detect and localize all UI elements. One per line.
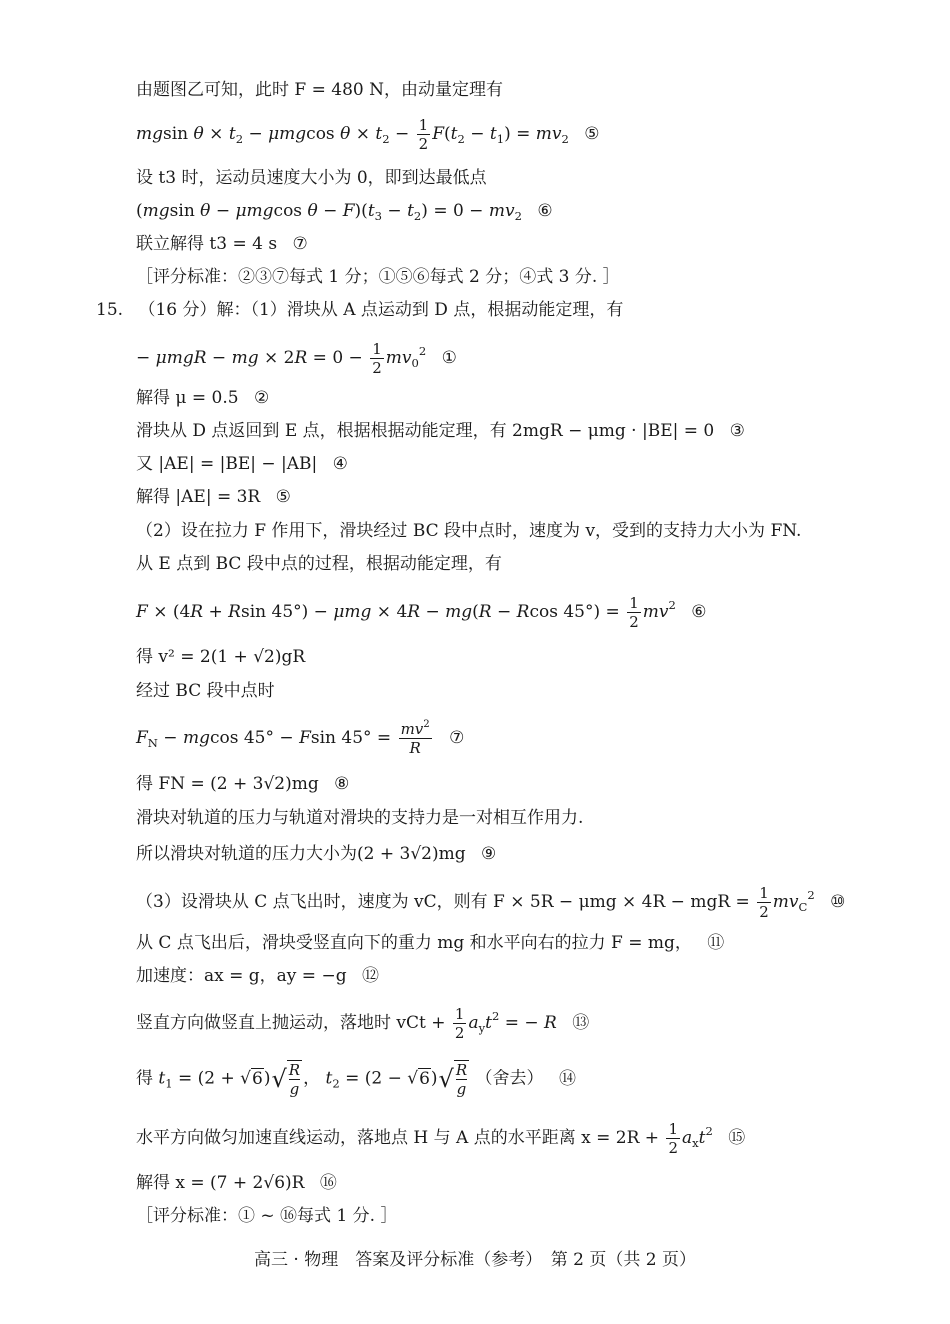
sqrt-r-over-g: √ $\frac{R}{g}$ xyxy=(271,1061,301,1098)
equation-marker: ⑭ xyxy=(558,1068,576,1089)
equation-6b: F × (4R + Rsin 45°) − μmg × 4R − mg(R − Rcos 45°) = $\frac{1}{2}$ $mv^2$ ⑥ xyxy=(136,594,707,631)
question-number: 15. xyxy=(96,300,124,320)
equation-15: 水平方向做匀加速直线运动，落地点 H 与 A 点的水平距离 x = 2R + $\frac{1}{2}$ $a_xt^2$ ⑮ xyxy=(136,1120,746,1157)
equation-marker: ⑤ xyxy=(275,487,291,507)
equation-marker: ② xyxy=(253,388,270,408)
text-line-9: 解得 μ = 0.5 ② xyxy=(136,388,270,408)
equation-5: mgsin $\theta \times t_2 - \mu mgcos$ $\theta \times t_2$ − $\frac{1}{2}$ $F(t_2 - t_1) = mv_2$ ⑤ xyxy=(136,116,600,153)
fraction-half: $\frac{1}{2}$ xyxy=(629,594,639,631)
equation-marker: ⑪ xyxy=(707,933,725,953)
equation-marker: ③ xyxy=(729,421,745,441)
equation-marker: ⑥ xyxy=(691,602,707,622)
text-line-19: 得 FN = (2 + 3√2)mg ⑧ xyxy=(136,774,350,794)
equation-13: 竖直方向做竖直上抛运动，落地时 vCt + $\frac{1}{2}$ $a_yt^2$ = − R ⑬ xyxy=(136,1005,590,1042)
equation-marker: ⑯ xyxy=(319,1173,337,1193)
text-line-13: （2）设在拉力 F 作用下，滑块经过 BC 段中点时，速度为 v，受到的支持力大小为 FN. xyxy=(136,521,802,541)
text-line-28: 解得 x = (7 + 2√6)R ⑯ xyxy=(136,1173,337,1193)
equation-marker: ④ xyxy=(332,454,348,474)
equation-marker: ⑫ xyxy=(361,966,379,986)
text-line-17: 经过 BC 段中点时 xyxy=(136,681,275,701)
text-line-20: 滑块对轨道的压力与轨道对滑块的支持力是一对相互作用力. xyxy=(136,808,584,828)
text-line-16: 得 v² = 2(1 + √2)gR xyxy=(136,647,306,667)
equation-marker: ⑥ xyxy=(537,201,553,221)
fraction-half: $\frac{1}{2}$ xyxy=(454,1005,465,1042)
fraction-half: $\frac{1}{2}$ xyxy=(372,340,382,377)
text-line-12: 解得 |AE| = 3R ⑤ xyxy=(136,487,291,507)
equation-marker: ⑬ xyxy=(572,1013,590,1033)
equation-marker: ⑤ xyxy=(584,124,600,144)
equation-marker: ⑦ xyxy=(449,728,465,748)
equation-1: − μmgR − mg × 2R = 0 − $\frac{1}{2}$ $mv_0^2$ ① xyxy=(136,340,457,377)
equation-marker: ⑦ xyxy=(292,234,308,254)
question-15-header: 15. （16 分）解：（1）滑块从 A 点运动到 D 点，根据动能定理，有 xyxy=(96,300,624,320)
text-line-3: 设 t3 时，运动员速度大小为 0，即到达最低点 xyxy=(136,168,487,188)
equation-marker: ① xyxy=(441,348,457,368)
text-line-14: 从 E 点到 BC 段中点的过程，根据动能定理，有 xyxy=(136,554,502,574)
equation-7: $F_N - mgcos$ 45° − Fsin 45° = $\frac{mv^2}{R}$ ⑦ xyxy=(136,718,465,757)
text-line-5: 联立解得 t3 = 4 s ⑦ xyxy=(136,234,308,254)
text-line-23: 从 C 点飞出后，滑块受竖直向下的重力 mg 和水平向右的拉力 F = mg， ⑪ xyxy=(136,933,725,953)
equation-10: （3）设滑块从 C 点飞出时，速度为 vC，则有 F × 5R − μmg × 4R − mgR = $\frac{1}{2}$ $mv_C^2$ ⑩ xyxy=(136,884,846,921)
scoring-criteria-14: ［评分标准：②③⑦每式 1 分；①⑤⑥每式 2 分；④式 3 分. ］ xyxy=(136,267,620,287)
fraction-half: $\frac{1}{2}$ xyxy=(668,1120,678,1157)
sqrt-r-over-g: √ $\frac{R}{g}$ xyxy=(438,1061,468,1098)
fraction-half: $\frac{1}{2}$ xyxy=(418,116,429,153)
equation-marker: ⑨ xyxy=(481,844,497,864)
scoring-criteria-15: ［评分标准：① ~ ⑯每式 1 分. ］ xyxy=(136,1206,398,1226)
page-footer: 高三 · 物理 答案及评分标准（参考） 第 2 页（共 2 页） xyxy=(254,1250,696,1270)
equation-marker: ⑧ xyxy=(334,774,350,794)
text-line-21: 所以滑块对轨道的压力大小为(2 + 3√2)mg ⑨ xyxy=(136,844,497,864)
fraction-mv2-over-r: $\frac{mv^2}{R}$ xyxy=(400,718,430,757)
text-line-10: 滑块从 D 点返回到 E 点，根据根据动能定理，有 2mgR − μmg · |BE| = 0 ③ xyxy=(136,421,745,441)
text-line-24: 加速度：ax = g，ay = −g ⑫ xyxy=(136,966,379,986)
equation-14: 得 $t_1 = (2 + √6)$ √ $\frac{R}{g}$ ， $t_2 = (2 - √6)$ √ $\frac{R}{g}$ （舍去） ⑭ xyxy=(136,1061,576,1098)
equation-marker: ⑩ xyxy=(830,892,846,912)
equation-6: (mgsin θ − μmgcos $\theta - F)(t_3 - t_2) = 0 - mv_2$ ⑥ xyxy=(136,201,553,224)
text-line-1: 由题图乙可知，此时 F = 480 N，由动量定理有 xyxy=(136,80,503,100)
equation-marker: ⑮ xyxy=(728,1128,746,1148)
fraction-half: $\frac{1}{2}$ xyxy=(759,884,769,921)
text-line-11: 又 |AE| = |BE| − |AB| ④ xyxy=(136,454,348,474)
